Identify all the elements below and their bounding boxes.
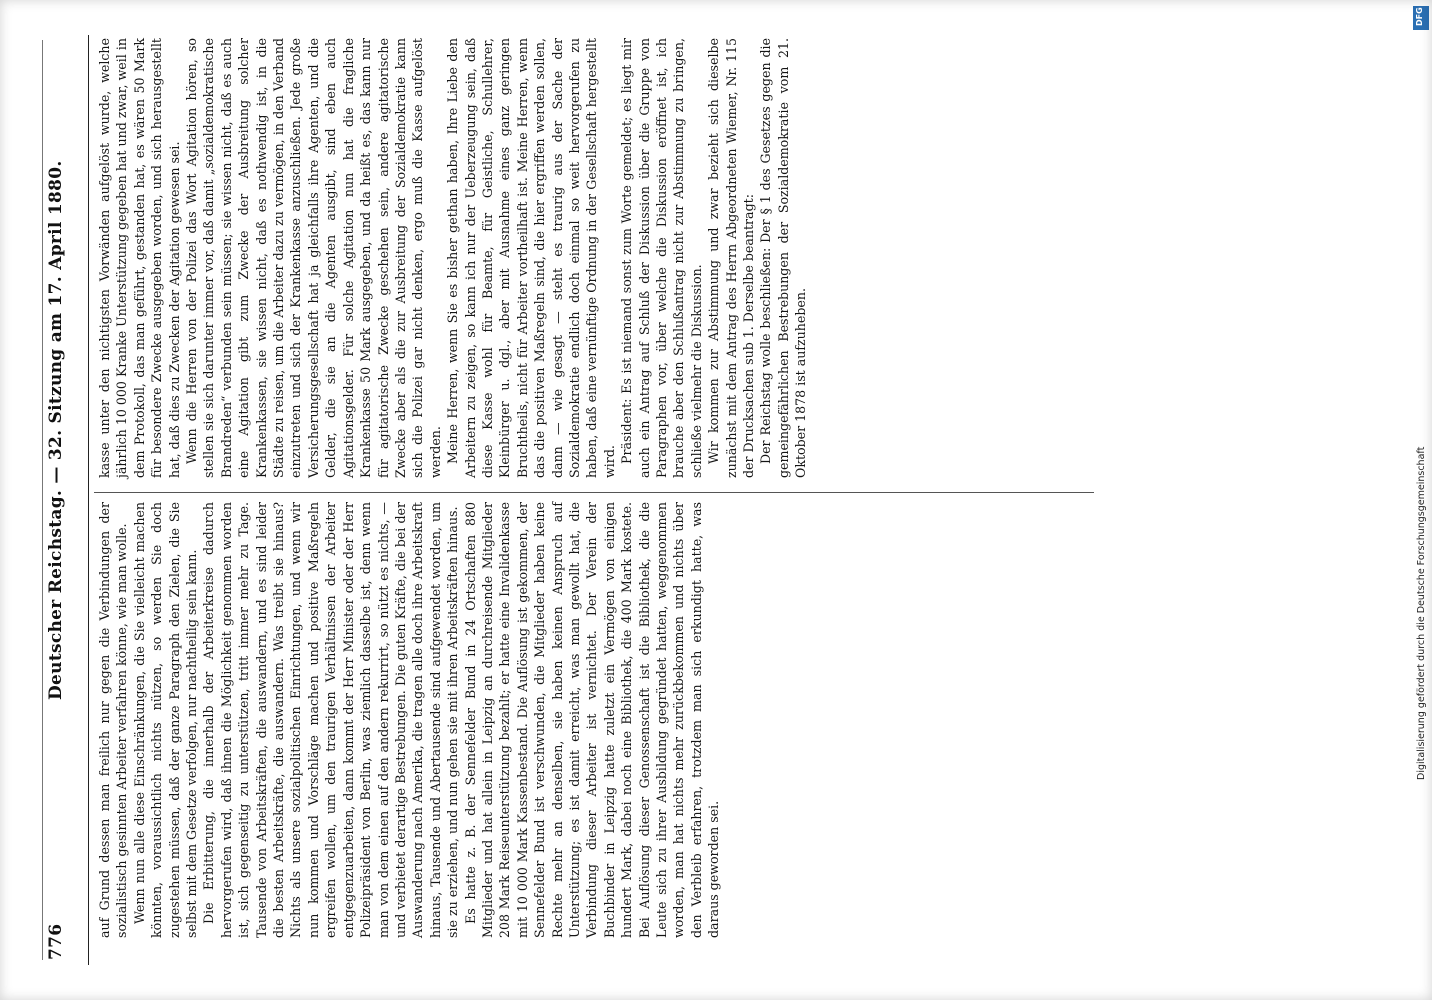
column-separator — [94, 492, 1094, 493]
page-number: 776 — [46, 923, 66, 960]
left-gutter-rule — [42, 40, 43, 960]
text-column-right — [96, 38, 1266, 478]
paragraph: Wenn nun alle diese Einschränkungen, die Sie vielleicht machen könnten, voraussichtlich nichts nützen, so werden Sie doch zugestehen müssen, daß der ganze Paragraph den Zielen, die Sie selbst mit dem Gesetze verfolgen, nur nachtheilig sein kann. — [131, 502, 200, 938]
paragraph: Wenn die Herren von der Polizei das Wort Agitation hören, so stellen sie sich darunter immer vor, daß damit „sozialdemokratische Brandreden“ verbunden sein müssen; sie wissen nicht, daß es auch eine Agitation gibt zum Zwecke der Ausbreitung solcher Krankenkassen, sie wissen nicht, daß es nothwendig ist, in die Städte zu reisen, um die Arbeiter dazu zu vermögen, in den Verband einzutreten und sich der Krankenkasse anzuschließen. Jede große Versicherungsgesellschaft hat ja gleichfalls ihre Agenten, und die Gelder, die sie an die Agenten ausgibt, sind eben auch Agitationsgelder. Für solche Agitation nun hat die fragliche Krankenkasse 50 Mark ausgegeben, und da heißt es, das kann nur für agitatorische Zwecke geschehen sein, andere agitatorische Zwecke aber als die zur Ausbreitung der Sozialdemokratie kann sich die Polizei gar nicht denken, ergo muß die Kasse aufgelöst werden. — [184, 38, 443, 478]
dfg-logo-text: DFG — [1415, 7, 1424, 26]
paragraph: Wir kommen zur Abstimmung und zwar bezieht sich dieselbe zunächst mit dem Antrag des Herrn Abgeordneten Wiemer, Nr. 115 der Drucksachen sub 1. Derselbe beantragt: — [706, 38, 757, 478]
running-header: Deutscher Reichstag. — 32. Sitzung am 17. April 1880. — [46, 160, 66, 700]
header-rule — [88, 35, 89, 965]
motion-text: Der Reichstag wolle beschließen: Der § 1 des Gesetzes gegen die gemeingefährlichen Bestrebungen der Sozialdemokratie vom 21. Oktober 1878 ist aufzuheben. — [758, 38, 809, 478]
paragraph: Es hatte z. B. der Sennefelder Bund in 24 Ortschaften 880 Mitglieder und hat allein in Leipzig an durchreisende Mitglieder 208 Mark Reiseunterstützung bezahlt; er hatte eine Invalidenkasse mit 10 000 Mark Kassenbestand. Die Auflösung ist gekommen, der Sennefelder Bund ist verschwunden, die Mitglieder haben keine Rechte mehr an denselben, sie haben keinen Anspruch auf Unterstützung; es ist damit erreicht, was man gewollt hat, die Verbindung dieser Arbeiter ist vernichtet. Der Verein der Buchbinder in Leipzig hatte zuletzt ein Vermögen von einigen hundert Mark, dabei noch eine Bibliothek, die 400 Mark kostete. Bei Auflösung dieser Genossenschaft ist die Bibliothek, die die Leute sich zu ihrer Ausbildung gegründet hatten, weggenommen worden, man hat nichts mehr zurückbekommen und nichts über den Verbleib erfahren, trotzdem man sich erkundigt hatte, was daraus geworden sei. — [462, 502, 722, 938]
president-remark: Präsident: Es ist niemand sonst zum Worte gemeldet; es liegt mir auch ein Antrag auf Schluß der Diskussion über die Gruppe von Paragraphen vor, über welche die Diskussion eröffnet ist, ich brauche aber den Schlußantrag nicht zur Abstimmung zu bringen, schließe vielmehr die Diskussion. — [619, 38, 704, 478]
digitization-note: Digitalisierung gefördert durch die Deutsche Forschungsgemeinschaft — [1416, 446, 1427, 780]
paragraph: auf Grund dessen man freilich nur gegen die Verbindungen der sozialistisch gesinnten Arbeiter verfahren könne, wie man wolle. — [97, 502, 130, 938]
dfg-logo — [1413, 6, 1429, 30]
text-column-left — [96, 502, 736, 938]
paragraph: Meine Herren, wenn Sie es bisher gethan haben, Ihre Liebe den Arbeitern zu zeigen, so kann ich nur der Ueberzeugung sein, daß diese Kasse wohl für Beamte, für Geistliche, Schullehrer, Kleinbürger u. dgl., aber mit Ausnahme eines ganz geringen Bruchtheils, nicht für Arbeiter vortheilhaft ist. Meine Herren, wenn das die positiven Maßregeln sind, die hier ergriffen werden sollen, dann — wie gesagt — steht es traurig aus der Sache der Sozialdemokratie endlich doch einmal so weit hervorgerufen zu haben, daß eine vernünftige Ordnung in der Gesellschaft hergestellt wird. — [445, 38, 617, 478]
paragraph: kasse unter den nichtigsten Vorwänden aufgelöst wurde, welche jährlich 10 000 Kranke Unterstützung gegeben hat und zwar, weil in dem Protokoll, das man geführt, gestanden hat, es wären 50 Mark für besondere Zwecke ausgegeben worden, und sich herausgestellt hat, daß dies zu Zwecken der Agitation gewesen sei. — [97, 38, 182, 478]
paragraph: Die Erbitterung, die innerhalb der Arbeiterkreise dadurch hervorgerufen wird, daß ihnen die Möglichkeit genommen worden ist, sich gegenseitig zu unterstützen, tritt immer mehr zu Tage. Tausende von Arbeitskräften, die auswandern, und es sind leider die besten Arbeitskräfte, die auswandern. Was treibt sie hinaus? Nichts als unsere sozialpolitischen Einrichtungen, und wenn wir nun kommen und Vorschläge machen und positive Maßregeln ergreifen wollen, um den traurigen Verhältnissen der Arbeiter entgegenzuarbeiten, dann kommt der Herr Minister oder der Herr Polizeipräsident von Berlin, was ziemlich dasselbe ist, denn wenn man von dem einen auf den andern rekurrirt, so nützt es nichts, — und verbietet derartige Bestrebungen. Die guten Kräfte, die bei der Auswanderung nach Amerika, die tragen alle doch ihre Arbeitskraft hinaus, Tausende und Abertausende sind aufgewendet worden, um sie zu erziehen, und nun gehen sie mit ihren Arbeitskräften hinaus. — [201, 502, 461, 938]
